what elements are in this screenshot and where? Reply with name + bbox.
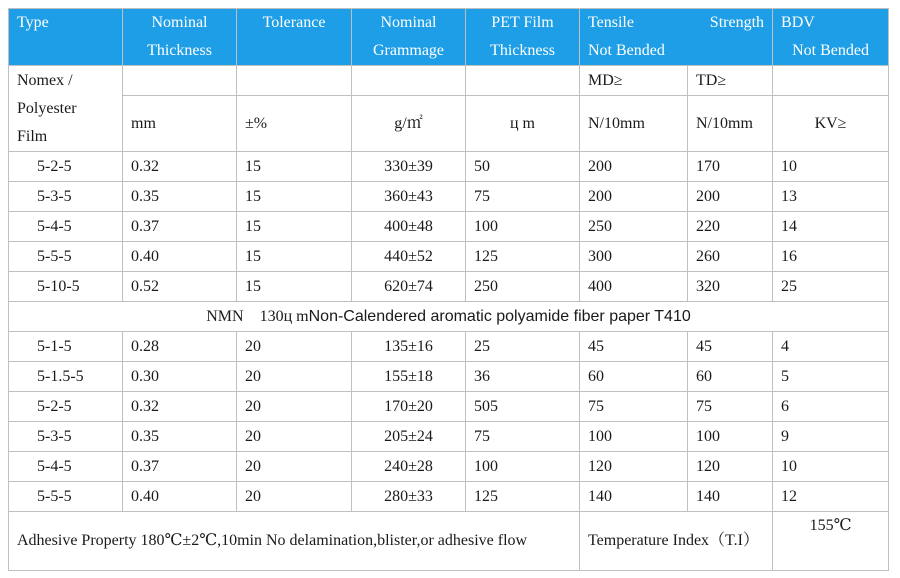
- cell-tolerance: 15: [237, 152, 352, 182]
- table-row: [9, 332, 889, 362]
- cell-thickness: 0.30: [123, 362, 237, 392]
- cell-bdv: 4: [773, 332, 889, 362]
- cell-bdv: 10: [773, 452, 889, 482]
- cell-tensile-td: 220: [688, 212, 773, 242]
- cell-pet-film: 125: [466, 482, 580, 512]
- cell-pet-film: 75: [466, 182, 580, 212]
- cell-thickness: 0.37: [123, 452, 237, 482]
- cell-tolerance: 15: [237, 242, 352, 272]
- cell-thickness: 0.32: [123, 392, 237, 422]
- cell-tensile-md: 100: [580, 422, 688, 452]
- cell-tensile-td: 170: [688, 152, 773, 182]
- cell-grammage: 205±24: [352, 422, 466, 452]
- table-row: [9, 392, 889, 422]
- cell-tensile-md: 45: [580, 332, 688, 362]
- table-row: [9, 272, 889, 302]
- cell-pet-film: 25: [466, 332, 580, 362]
- cell-tensile-md: 400: [580, 272, 688, 302]
- group1-body: [9, 152, 889, 302]
- cell-pet-film: 250: [466, 272, 580, 302]
- cell-type: 5-1.5-5: [9, 362, 123, 392]
- cell-pet-film: 36: [466, 362, 580, 392]
- cell-type: 5-10-5: [9, 272, 123, 302]
- table-row: [9, 452, 889, 482]
- cell-tensile-md: 120: [580, 452, 688, 482]
- cell-tolerance: 20: [237, 392, 352, 422]
- table-row: [9, 152, 889, 182]
- cell-tensile-md: 75: [580, 392, 688, 422]
- cell-pet-film: 50: [466, 152, 580, 182]
- cell-bdv: 5: [773, 362, 889, 392]
- unit-bdv: KV≥: [773, 96, 889, 152]
- table-row: [9, 212, 889, 242]
- cell-thickness: 0.37: [123, 212, 237, 242]
- cell-tensile-td: 120: [688, 452, 773, 482]
- spec-table: [8, 8, 889, 571]
- header-bdv: BDV Not Bended: [773, 9, 889, 66]
- footer-row: [9, 512, 889, 571]
- cell-grammage: 400±48: [352, 212, 466, 242]
- cell-pet-film: 505: [466, 392, 580, 422]
- cell-grammage: 170±20: [352, 392, 466, 422]
- cell-grammage: 620±74: [352, 272, 466, 302]
- cell-bdv: 10: [773, 152, 889, 182]
- cell-grammage: 330±39: [352, 152, 466, 182]
- cell-bdv: 13: [773, 182, 889, 212]
- cell-pet-film: 100: [466, 212, 580, 242]
- cell-type: 5-4-5: [9, 452, 123, 482]
- cell-tensile-td: 75: [688, 392, 773, 422]
- cell-thickness: 0.32: [123, 152, 237, 182]
- table-row: [9, 422, 889, 452]
- cell-bdv: 14: [773, 212, 889, 242]
- cell-tensile-md: 300: [580, 242, 688, 272]
- cell-bdv: 6: [773, 392, 889, 422]
- section-title-row: [9, 302, 889, 332]
- cell-grammage: 240±28: [352, 452, 466, 482]
- cell-type: 5-3-5: [9, 182, 123, 212]
- adhesive-property: Adhesive Property 180℃±2℃,10min No delamination,blister,or adhesive flow: [9, 512, 580, 571]
- cell-type: 5-1-5: [9, 332, 123, 362]
- cell-bdv: 9: [773, 422, 889, 452]
- table-row: [9, 482, 889, 512]
- cell-thickness: 0.28: [123, 332, 237, 362]
- cell-pet-film: 75: [466, 422, 580, 452]
- cell-tensile-td: 100: [688, 422, 773, 452]
- cell-tolerance: 15: [237, 212, 352, 242]
- cell-bdv: 12: [773, 482, 889, 512]
- section-title: NMN 130ц mNon-Calendered aromatic polyamide fiber paper T410: [9, 302, 889, 332]
- cell-tolerance: 20: [237, 452, 352, 482]
- cell-tensile-md: 60: [580, 362, 688, 392]
- unit-tolerance: ±%: [237, 96, 352, 152]
- cell-tolerance: 20: [237, 332, 352, 362]
- cell-grammage: 360±43: [352, 182, 466, 212]
- header-tolerance: Tolerance: [237, 9, 352, 66]
- cell-tensile-md: 200: [580, 182, 688, 212]
- cell-tensile-td: 45: [688, 332, 773, 362]
- cell-type: 5-4-5: [9, 212, 123, 242]
- cell-tensile-td: 60: [688, 362, 773, 392]
- header-nominal-thickness: Nominal Thickness: [123, 9, 237, 66]
- cell-pet-film: 125: [466, 242, 580, 272]
- units-row: [9, 96, 889, 152]
- cell-tensile-md: 200: [580, 152, 688, 182]
- cell-thickness: 0.52: [123, 272, 237, 302]
- group2-body: [9, 332, 889, 512]
- cell-grammage: 280±33: [352, 482, 466, 512]
- cell-pet-film: 100: [466, 452, 580, 482]
- cell-tensile-md: 140: [580, 482, 688, 512]
- unit-md: N/10mm: [580, 96, 688, 152]
- cell-tolerance: 15: [237, 272, 352, 302]
- cell-type: 5-2-5: [9, 392, 123, 422]
- cell-bdv: 16: [773, 242, 889, 272]
- cell-type: 5-5-5: [9, 482, 123, 512]
- header-tensile-strength: Tensile Strength Not Bended: [580, 9, 773, 66]
- cell-thickness: 0.35: [123, 182, 237, 212]
- header-row: [9, 9, 889, 66]
- cell-type: 5-2-5: [9, 152, 123, 182]
- unit-grammage: g/㎡: [352, 96, 466, 152]
- header-pet-film-thickness: PET Film Thickness: [466, 9, 580, 66]
- cell-tensile-td: 260: [688, 242, 773, 272]
- table-row: [9, 182, 889, 212]
- cell-tensile-td: 320: [688, 272, 773, 302]
- cell-thickness: 0.40: [123, 482, 237, 512]
- unit-thickness: mm: [123, 96, 237, 152]
- cell-tensile-td: 200: [688, 182, 773, 212]
- cell-grammage: 155±18: [352, 362, 466, 392]
- unit-pet-film: ц m: [466, 96, 580, 152]
- md-label: MD≥: [580, 66, 688, 96]
- temperature-index-value: 155℃: [773, 512, 889, 571]
- cell-tensile-md: 250: [580, 212, 688, 242]
- cell-tolerance: 20: [237, 422, 352, 452]
- header-type: Type: [9, 9, 123, 66]
- cell-tensile-td: 140: [688, 482, 773, 512]
- cell-type: 5-5-5: [9, 242, 123, 272]
- header-nominal-grammage: Nominal Grammage: [352, 9, 466, 66]
- cell-tolerance: 20: [237, 362, 352, 392]
- subheader-row: [9, 66, 889, 96]
- table-row: [9, 362, 889, 392]
- td-label: TD≥: [688, 66, 773, 96]
- cell-tolerance: 15: [237, 182, 352, 212]
- cell-thickness: 0.35: [123, 422, 237, 452]
- cell-grammage: 135±16: [352, 332, 466, 362]
- cell-tolerance: 20: [237, 482, 352, 512]
- unit-td: N/10mm: [688, 96, 773, 152]
- material-label: Nomex / Polyester Film: [9, 66, 123, 152]
- cell-thickness: 0.40: [123, 242, 237, 272]
- cell-grammage: 440±52: [352, 242, 466, 272]
- temperature-index-label: Temperature Index（T.I）: [580, 512, 773, 571]
- cell-type: 5-3-5: [9, 422, 123, 452]
- table-row: [9, 242, 889, 272]
- cell-bdv: 25: [773, 272, 889, 302]
